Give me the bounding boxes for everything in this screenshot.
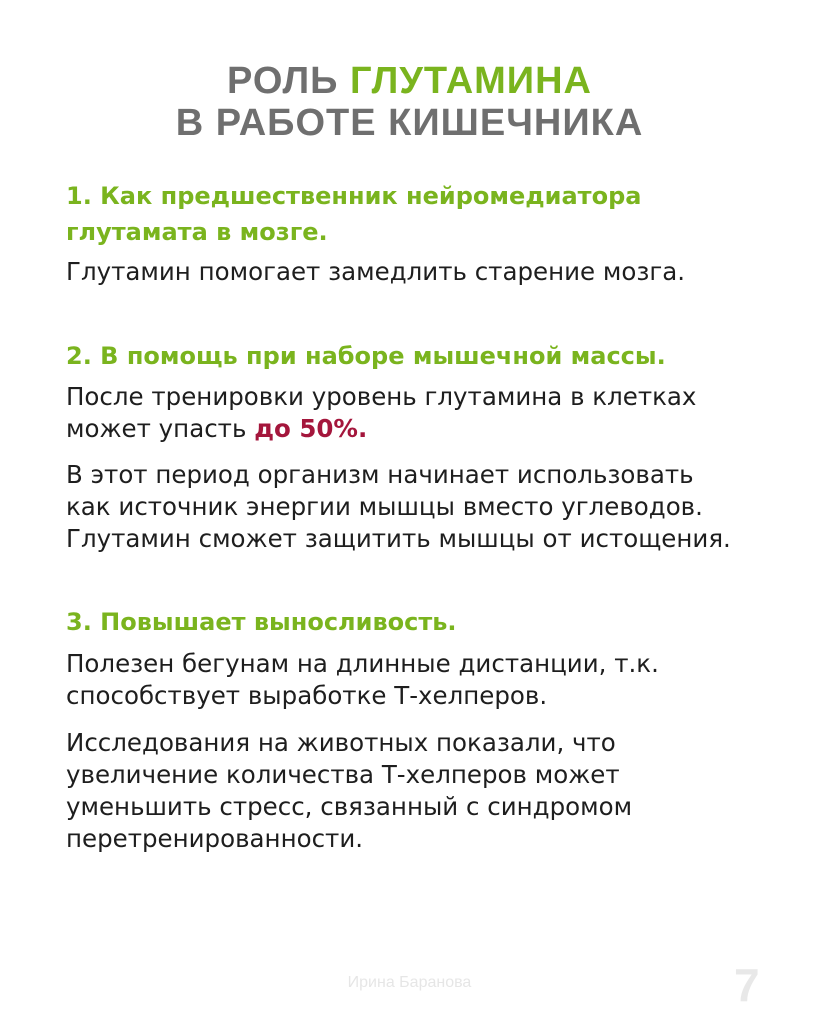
section-2-paragraph-2-line-3: Глутамин сможет защитить мышцы от истощения. [66,524,731,553]
section-2-paragraph-1-line-1: После тренировки уровень глутамина в клетках [66,382,697,411]
footer-author: Ирина Баранова [347,974,472,991]
section-3-paragraph-1-line-1: Полезен бегунам на длинные дистанции, т.к. [66,649,659,678]
section-3-paragraph-1 [66,648,796,712]
section-3-paragraph-2 [66,727,796,855]
section-2-paragraph-2-line-2: как источник энергии мышцы вместо углеводов. [66,492,703,521]
section-1-paragraph: Глутамин помогает замедлить старение мозга. [66,257,686,286]
section-1-heading [66,178,766,250]
section-1-heading-line-2: глутамата в мозге. [66,218,328,246]
section-1-heading-line-1: 1. Как предшественник нейромедиатора [66,182,642,210]
section-2-paragraph-1-line-2 [66,413,796,445]
page-number: 7 [734,959,760,1011]
percent-highlight: до 50%. [254,414,368,443]
section-2-paragraph-2-line-1: В этот период организм начинает использовать [66,460,694,489]
title-accent: ГЛУТАМИНА [349,60,592,102]
section-2-paragraph-2 [66,459,796,555]
section-3-paragraph-2-line-2: увеличение количества Т-хелперов может [66,760,620,789]
section-3-paragraph-2-line-1: Исследования на животных показали, что [66,728,616,757]
section-2-paragraph-1 [66,381,796,445]
section-3-paragraph-2-line-3: уменьшить стресс, связанный с синдромом [66,792,633,821]
section-3-paragraph-1-line-2: способствует выработке Т-хелперов. [66,681,548,710]
page-title-line-1 [0,58,819,104]
title-prefix: РОЛЬ [226,60,350,102]
section-2-heading: 2. В помощь при наборе мышечной массы. [66,342,666,370]
page-title-line-2: В РАБОТЕ КИШЕЧНИКА [175,102,644,144]
section-2-paragraph-1-prefix: может упасть [66,414,255,443]
section-3-heading: 3. Повышает выносливость. [66,608,457,636]
section-3-paragraph-2-line-4: перетренированности. [66,824,364,853]
